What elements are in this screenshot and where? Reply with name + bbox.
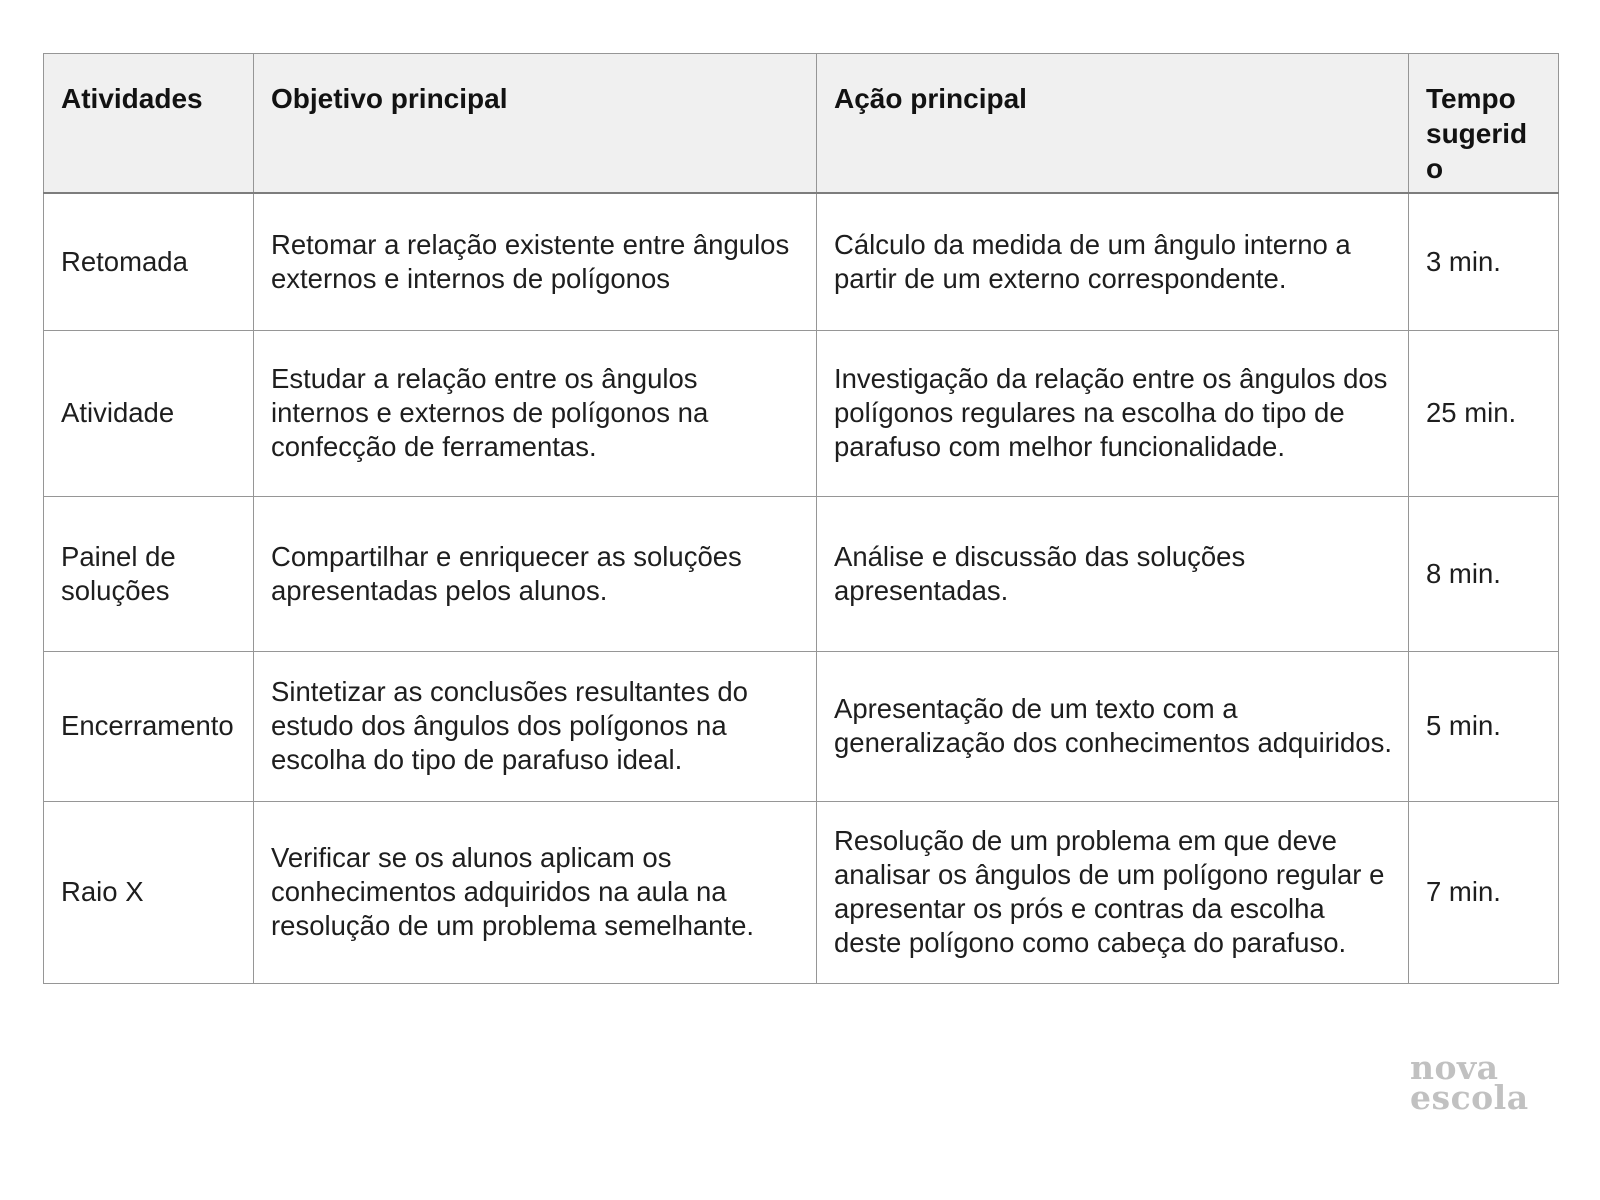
column-header-acao-principal: Ação principal xyxy=(817,54,1409,194)
cell-objetivo: Sintetizar as conclusões resultantes do estudo dos ângulos dos polígonos na escolha do tipo de parafuso ideal. xyxy=(254,651,817,801)
table-row-encerramento xyxy=(44,651,1559,801)
cell-acao: Resolução de um problema em que deve analisar os ângulos de um polígono regular e apresentar os prós e contras da escolha deste polígono como cabeça do parafuso. xyxy=(817,801,1409,983)
cell-atividade: Atividade xyxy=(44,330,254,496)
header-row xyxy=(44,54,1559,194)
cell-acao: Investigação da relação entre os ângulos dos polígonos regulares na escolha do tipo de parafuso com melhor funcionalidade. xyxy=(817,330,1409,496)
table-row-retomada xyxy=(44,193,1559,330)
cell-tempo: 5 min. xyxy=(1409,651,1559,801)
table-row-painel-de-solucoes xyxy=(44,496,1559,651)
cell-objetivo: Retomar a relação existente entre ângulos externos e internos de polígonos xyxy=(254,193,817,330)
column-header-objetivo-principal: Objetivo principal xyxy=(254,54,817,194)
cell-acao: Apresentação de um texto com a generalização dos conhecimentos adquiridos. xyxy=(817,651,1409,801)
cell-tempo: 8 min. xyxy=(1409,496,1559,651)
table-row-atividade xyxy=(44,330,1559,496)
cell-acao: Cálculo da medida de um ângulo interno a partir de um externo correspondente. xyxy=(817,193,1409,330)
cell-objetivo: Verificar se os alunos aplicam os conhecimentos adquiridos na aula na resolução de um problema semelhante. xyxy=(254,801,817,983)
logo-line-nova: nova xyxy=(1410,1048,1499,1087)
column-header-atividades: Atividades xyxy=(44,54,254,194)
cell-objetivo: Estudar a relação entre os ângulos internos e externos de polígonos na confecção de ferramentas. xyxy=(254,330,817,496)
nova-escola-logo xyxy=(1410,1048,1529,1117)
logo-line-escola: escola xyxy=(1410,1078,1529,1117)
cell-acao: Análise e discussão das soluções apresentadas. xyxy=(817,496,1409,651)
cell-tempo: 25 min. xyxy=(1409,330,1559,496)
column-header-tempo-sugerido: Tempo sugerido xyxy=(1409,54,1559,194)
cell-atividade: Painel de soluções xyxy=(44,496,254,651)
lesson-plan-table-container xyxy=(43,53,1559,984)
activities-table xyxy=(43,53,1559,984)
cell-atividade: Raio X xyxy=(44,801,254,983)
table-row-raio-x xyxy=(44,801,1559,983)
cell-atividade: Retomada xyxy=(44,193,254,330)
cell-tempo: 3 min. xyxy=(1409,193,1559,330)
cell-atividade: Encerramento xyxy=(44,651,254,801)
cell-objetivo: Compartilhar e enriquecer as soluções apresentadas pelos alunos. xyxy=(254,496,817,651)
cell-tempo: 7 min. xyxy=(1409,801,1559,983)
